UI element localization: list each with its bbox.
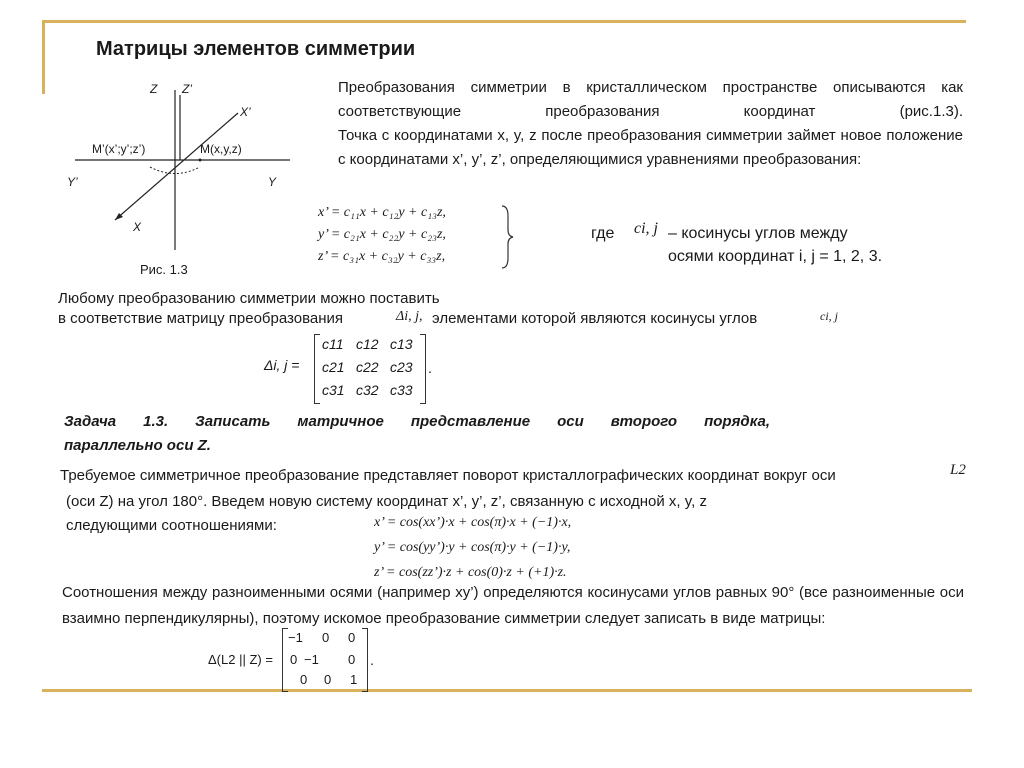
matrix1-cell: c13 <box>390 336 413 352</box>
matrix-intro-delta: Δi, j, <box>396 309 423 324</box>
equation-x: x’ = c₁₁x + c₁₂y + c₁₃z, <box>318 205 446 220</box>
matrix1-cell: c12 <box>356 336 379 352</box>
matrix1-cell: c31 <box>322 382 345 398</box>
equation2-x: x’ = cos(xx’)·x + cos(π)·x + (−1)·x, <box>374 515 572 530</box>
where-word: где <box>591 225 615 242</box>
where-symbol: ci, j <box>634 220 658 237</box>
equation2-z: z’ = cos(zz’)·z + cos(0)·z + (+1)·z. <box>374 565 567 580</box>
label-z-prime: Z’ <box>182 82 192 96</box>
label-y-prime: Y’ <box>67 175 78 189</box>
matrix2-lhs: Δ(L2 || Z) = <box>208 652 273 667</box>
equations-system-1 <box>318 202 446 268</box>
matrix1-left-bracket <box>314 334 320 404</box>
solution-line-2: (оси Z) на угол 180°. Введем новую систему координат x’, y’, z’, связанную с исходной x, y, z <box>66 493 707 510</box>
matrix1-cell: c21 <box>322 359 345 375</box>
label-z: Z <box>150 82 158 96</box>
matrix-intro-line-1: Любому преобразованию симметрии можно поставить <box>58 290 440 307</box>
coordinate-figure <box>60 75 320 265</box>
matrix-intro-line-2a: в соответствие матрицу преобразования <box>58 310 344 327</box>
equation-z: z’ = c₃₁x + c₃₂y + c₃₃z, <box>318 249 446 264</box>
matrix2-end: . <box>370 652 374 668</box>
x-axis <box>115 113 238 220</box>
slide-title: Матрицы элементов симметрии <box>96 38 416 60</box>
solution-axis: L2 <box>950 462 966 478</box>
frame-top-rule <box>42 20 966 23</box>
label-x: X <box>133 220 142 234</box>
conclusion-paragraph: Соотношения между разноименными осями (например xy’) определяются косинусами углов равных 90° (все разноименные оси взаимно перпендикулярны), поэтому искомое преобразование симметрии следует записать в виде матрицы: <box>62 584 964 627</box>
intro-paragraph-1: Преобразования симметрии в кристаллическом пространстве описываются как соответствующие преобразования координат (рис.1.3). <box>338 79 963 120</box>
equations-system-2 <box>374 510 571 585</box>
label-m: M(x,y,z) <box>200 142 242 156</box>
matrix-intro-c: ci, j <box>820 309 838 323</box>
matrix2-cell: 0 <box>290 652 298 667</box>
matrix1-right-bracket <box>420 334 426 404</box>
figure-caption: Рис. 1.3 <box>140 262 188 277</box>
matrix2-cell: 0 <box>322 630 330 645</box>
matrix2-cell: −1 <box>288 630 303 645</box>
point-m <box>199 159 202 162</box>
label-y: Y <box>268 175 277 189</box>
where-line-1: – косинусы углов между <box>668 225 848 242</box>
matrix1-cell: c22 <box>356 359 379 375</box>
frame-left-rule <box>42 20 45 94</box>
matrix2-cell: 1 <box>350 672 358 687</box>
matrix2-cell: −1 <box>304 652 319 667</box>
where-line-2: осями координат i, j = 1, 2, 3. <box>668 248 883 265</box>
matrix2-cell: 0 <box>324 672 332 687</box>
right-brace-icon <box>500 204 514 270</box>
matrix1-lhs: Δi, j = <box>264 357 300 373</box>
matrix1-cell: c23 <box>390 359 413 375</box>
equation-y: y’ = c₂₁x + c₂₂y + c₂₃z, <box>318 227 446 242</box>
intro-paragraph-2: Точка с координатами x, y, z после преобразования симметрии займет новое положение с координатами x’, y’, z’, определяющимися уравнениями преобразования: <box>338 127 963 168</box>
task-line-2: параллельно оси Z. <box>64 437 211 454</box>
equation2-y: y’ = cos(yy’)·y + cos(π)·y + (−1)·y, <box>374 540 571 555</box>
label-m-prime: M’(x’;y’;z’) <box>92 142 146 156</box>
solution-line-3: следующими соотношениями: <box>66 517 277 534</box>
matrix2-cell: 0 <box>348 652 356 667</box>
matrix1-cell: c11 <box>322 336 344 352</box>
matrix2-cell: 0 <box>348 630 356 645</box>
solution-line-1: Требуемое симметричное преобразование представляет поворот кристаллографических координат вокруг оси <box>60 467 836 484</box>
matrix2-cell: 0 <box>300 672 308 687</box>
task-line-1: Задача 1.3. Записать матричное представление оси второго порядка, <box>64 413 770 430</box>
label-x-prime: X’ <box>240 105 251 119</box>
matrix1-cell: c33 <box>390 382 413 398</box>
matrix1-end: . <box>428 360 432 376</box>
matrix2-right-bracket <box>362 628 368 692</box>
frame-bottom-rule <box>42 689 972 692</box>
matrix1-cell: c32 <box>356 382 379 398</box>
matrix-intro-line-2b: элементами которой являются косинусы углов <box>432 310 758 327</box>
